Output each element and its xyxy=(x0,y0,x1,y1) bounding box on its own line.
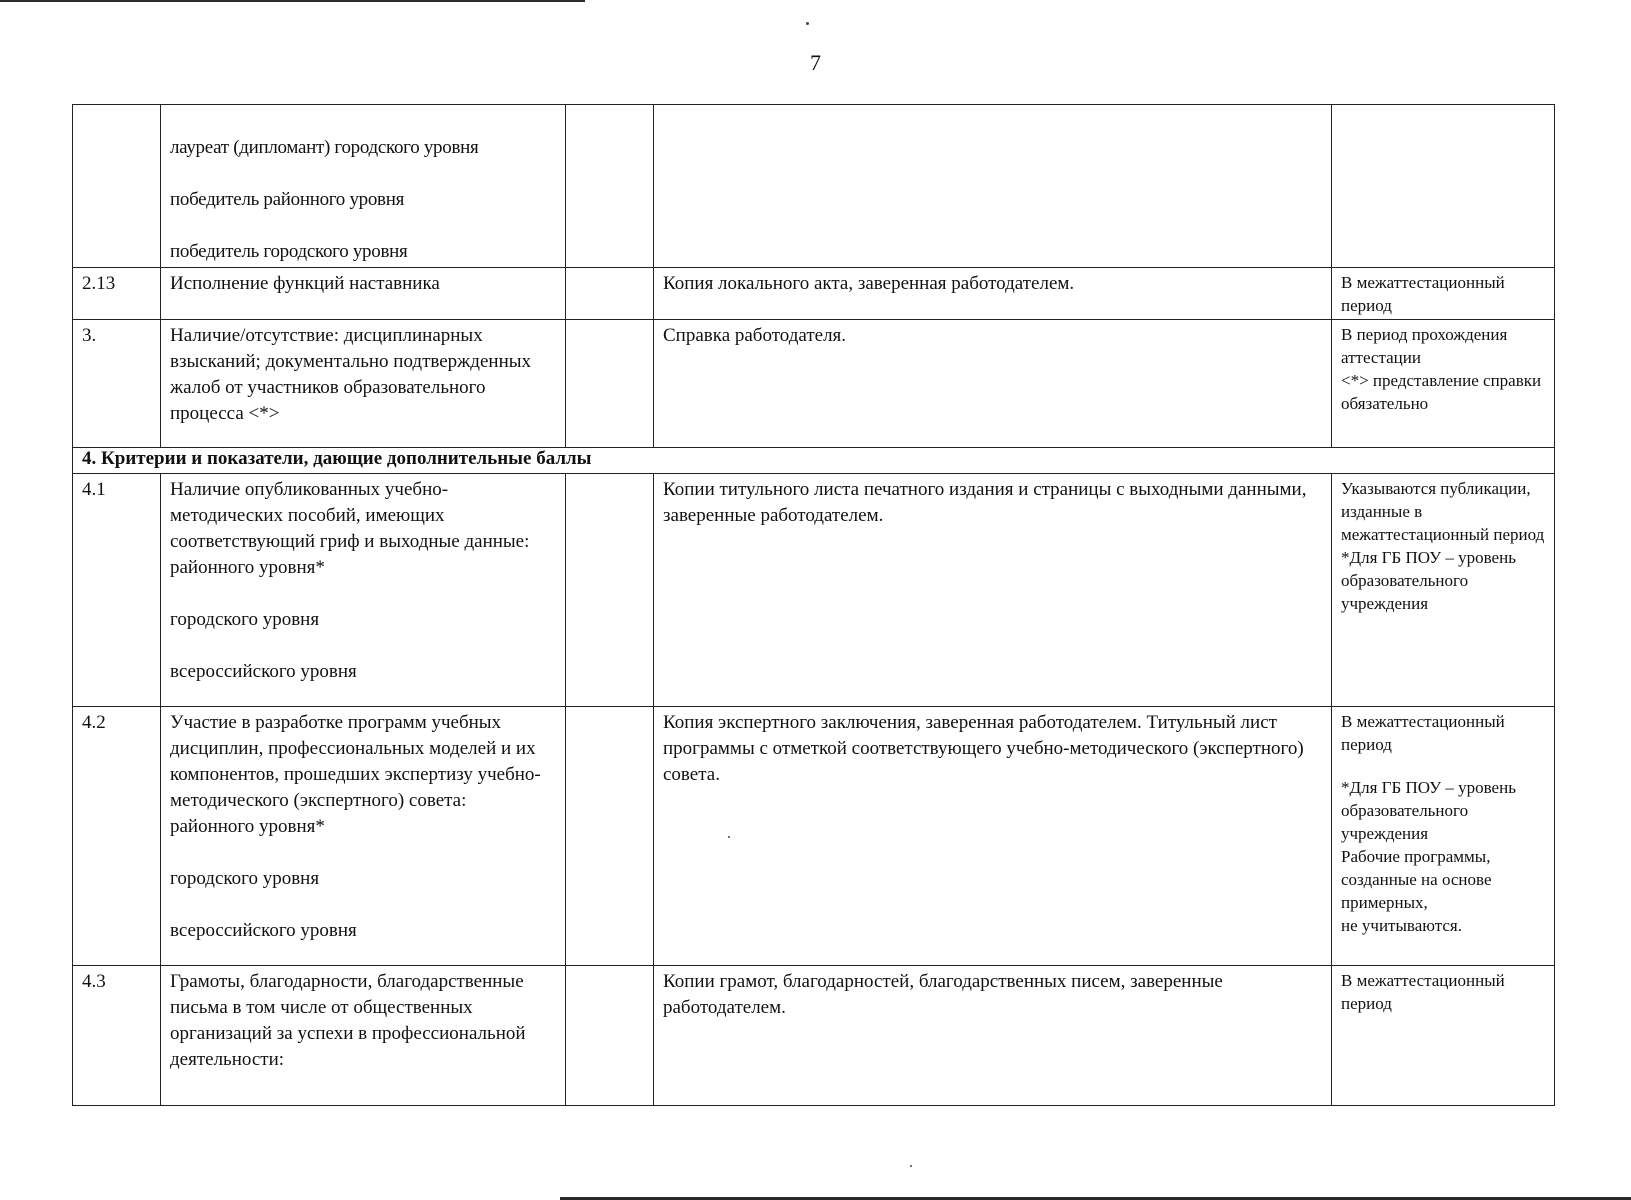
table-row xyxy=(73,707,1555,966)
note-text: Указываются публикации, изданные в межаттестационный период xyxy=(1341,479,1545,544)
row-number-cell: 4.2 xyxy=(73,707,161,966)
note-text: В период прохождения аттестации xyxy=(1341,325,1508,367)
note-text: Рабочие программы, созданные на основе примерных, xyxy=(1341,847,1492,912)
score-cell xyxy=(566,707,654,966)
score-cell xyxy=(566,105,654,268)
criterion-level: победитель районного уровня xyxy=(170,189,405,210)
note-text: <*> представление справки обязательно xyxy=(1341,371,1542,413)
criterion-cell: Исполнение функций наставника xyxy=(161,268,566,320)
criterion-cell xyxy=(161,105,566,268)
note-text: не учитываются. xyxy=(1341,916,1462,935)
document-cell: Копии титульного листа печатного издания и страницы с выходными данными, заверенные работодателем. xyxy=(654,474,1332,707)
criterion-level: лауреат (дипломант) городского уровня xyxy=(170,137,479,158)
score-cell xyxy=(566,320,654,448)
scan-speck xyxy=(910,1165,912,1167)
row-number-cell: 4.1 xyxy=(73,474,161,707)
criterion-cell xyxy=(161,474,566,707)
note-cell xyxy=(1332,707,1555,966)
note-cell xyxy=(1332,320,1555,448)
criterion-text: Участие в разработке программ учебных дисциплин, профессиональных моделей и их компонентов, прошедших экспертизу учебно-методического (экспертного) совета: xyxy=(170,712,541,811)
note-cell: В межаттестационный период xyxy=(1332,966,1555,1106)
note-text: *Для ГБ ПОУ – уровень образовательного учреждения xyxy=(1341,548,1516,613)
table-row xyxy=(73,320,1555,448)
criterion-cell: Грамоты, благодарности, благодарственные письма в том числе от общественных организаций за успехи в профессиональной деятельности: xyxy=(161,966,566,1106)
criterion-level: районного уровня* xyxy=(170,816,325,837)
scan-speck xyxy=(806,22,809,25)
document-cell: Копия локального акта, заверенная работодателем. xyxy=(654,268,1332,320)
table-row xyxy=(73,966,1555,1106)
note-text: В межаттестационный период xyxy=(1341,712,1505,754)
note-cell: В межаттестационный период xyxy=(1332,268,1555,320)
page-number: 7 xyxy=(810,50,821,75)
document-cell: Справка работодателя. xyxy=(654,320,1332,448)
score-cell xyxy=(566,268,654,320)
criterion-cell xyxy=(161,707,566,966)
criterion-level: победитель городского уровня xyxy=(170,241,408,262)
document-cell: Копия экспертного заключения, заверенная работодателем. Титульный лист программы с отметкой соответствующего учебно-методического (экспертного) совета. xyxy=(654,707,1332,966)
row-number-cell xyxy=(73,105,161,268)
criterion-level: всероссийского уровня xyxy=(170,920,357,941)
row-number-cell: 4.3 xyxy=(73,966,161,1106)
criteria-table xyxy=(72,104,1555,1106)
table-row xyxy=(73,105,1555,268)
document-cell: Копии грамот, благодарностей, благодарственных писем, заверенные работодателем. xyxy=(654,966,1332,1106)
row-number-cell: 2.13 xyxy=(73,268,161,320)
table-row xyxy=(73,474,1555,707)
criterion-level: районного уровня* xyxy=(170,557,325,578)
criterion-level: городского уровня xyxy=(170,609,320,630)
document-cell xyxy=(654,105,1332,268)
row-number-cell: 3. xyxy=(73,320,161,448)
note-cell xyxy=(1332,105,1555,268)
section-title: 4. Критерии и показатели, дающие дополнительные баллы xyxy=(73,448,1555,474)
criterion-text: Наличие опубликованных учебно-методических пособий, имеющих соответствующий гриф и выходные данные: xyxy=(170,479,530,552)
note-text: *Для ГБ ПОУ – уровень образовательного учреждения xyxy=(1341,778,1516,843)
criterion-cell: Наличие/отсутствие: дисциплинарных взысканий; документально подтвержденных жалоб от участников образовательного процесса <*> xyxy=(161,320,566,448)
table-row xyxy=(73,268,1555,320)
section-header-row xyxy=(73,448,1555,474)
criterion-level: городского уровня xyxy=(170,868,320,889)
score-cell xyxy=(566,474,654,707)
criterion-level: всероссийского уровня xyxy=(170,661,357,682)
scan-edge-top xyxy=(0,0,585,2)
note-cell xyxy=(1332,474,1555,707)
score-cell xyxy=(566,966,654,1106)
